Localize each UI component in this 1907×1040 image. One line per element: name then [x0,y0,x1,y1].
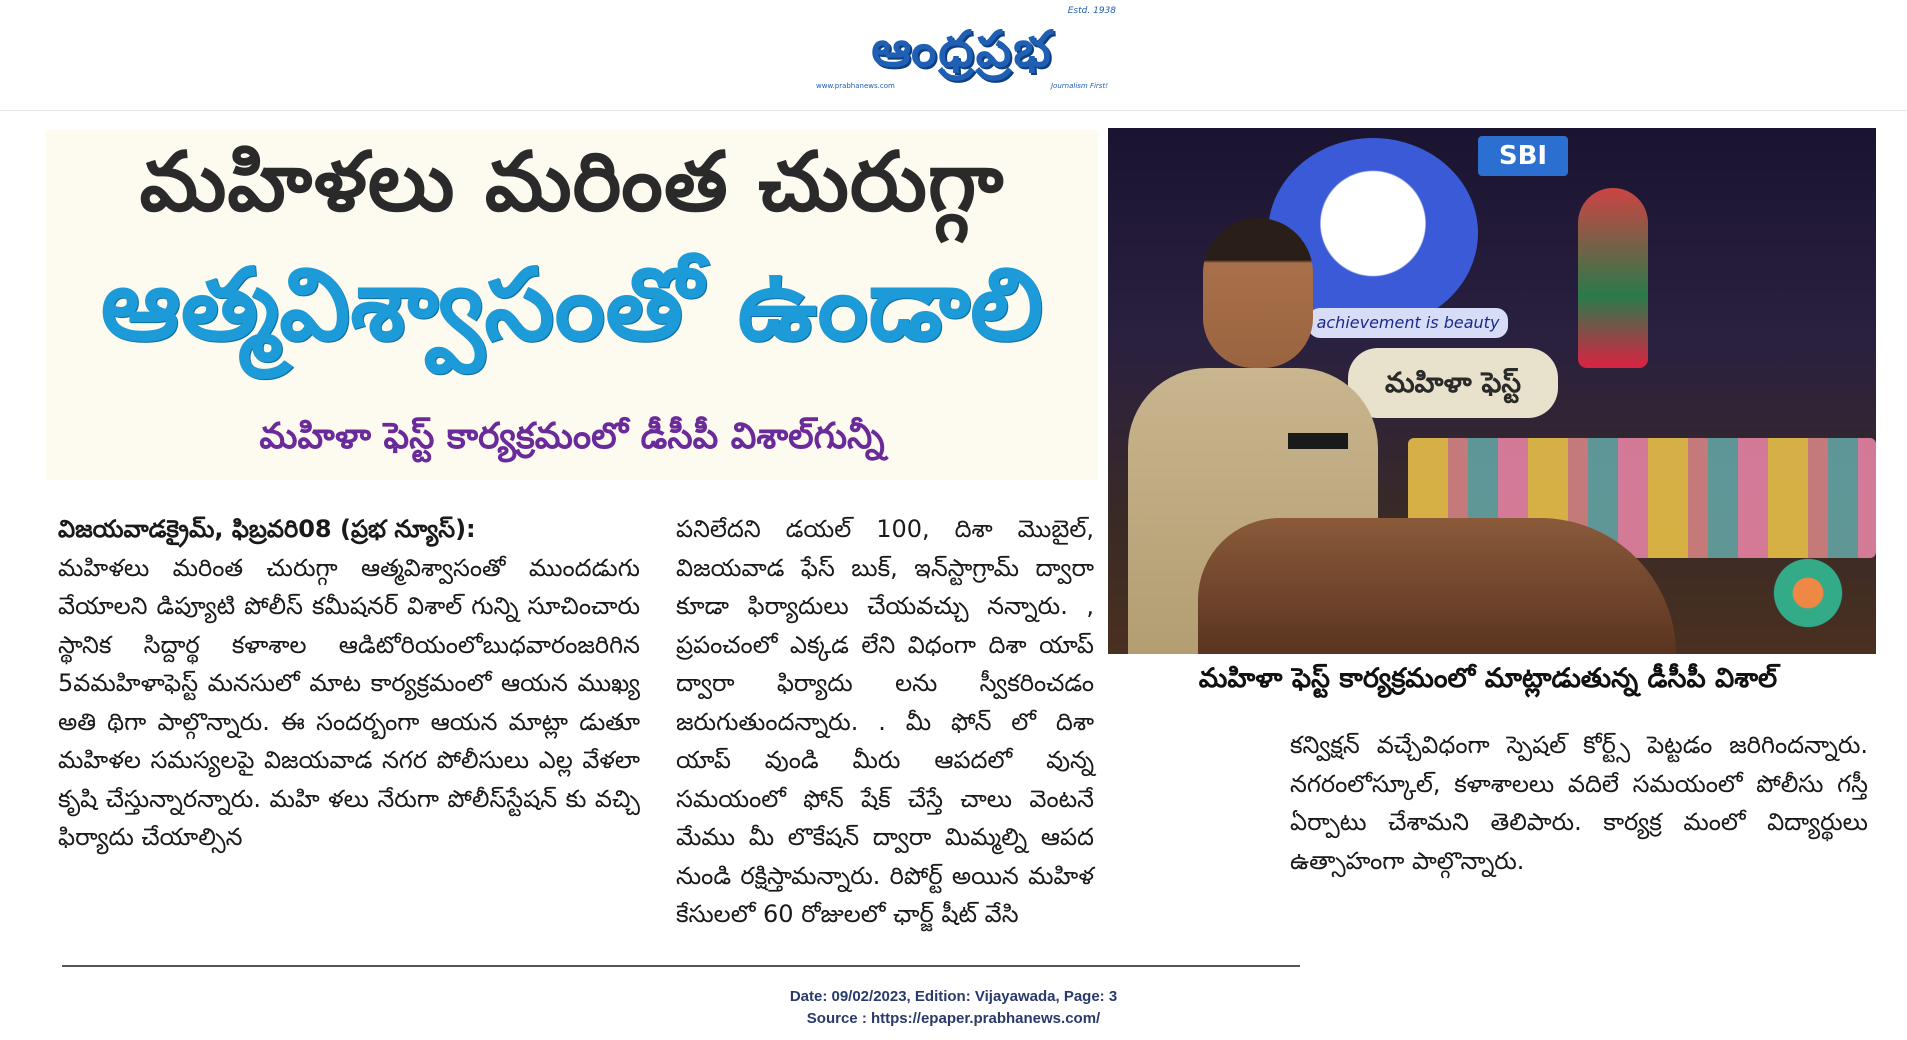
column-1-text: మహిళలు మరింత చురుగ్గా ఆత్మవిశ్వాసంతో ముందడుగు వేయాలని డిప్యూటి పోలీస్ కమీషనర్ విశాల్ గున్ని సూచించారు స్థానిక సిద్దార్థ కళాశాల ఆడిటోరియంలోబుధవారంజరిగిన 5వమహిళాఫెస్ట్ మనసులో మాట కార్యక్రమంలో ఆయన ముఖ్య అతి థిగా పాల్గొన్నారు. ఈ సందర్బంగా ఆయన మాట్లా డుతూ మహిళల సమస్యలపై విజయవాడ నగర పోలీసులు ఎల్ల వేళలా కృషి చేస్తున్నారన్నారు. మహి ళలు నేరుగా పోలీస్‌స్టేషన్‌ కు వచ్చి ఫిర్యాదు చేయాల్సిన [58,553,640,851]
photo-fest-sign: మహిళా ఫెస్ట్ [1348,348,1558,418]
dateline: విజయవాడక్రైమ్, ఫిబ్రవరి08 (ప్రభ న్యూస్): [58,515,476,543]
photo-sbi-logo: SBI [1478,136,1568,176]
logo-tagline: Journalism First! [1050,82,1108,90]
footer [0,986,1907,1030]
photo-caption: మహిళా ఫెస్ట్ కార్యక్రమంలో మాట్లాడుతున్న డీసీపీ విశాల్ [1198,663,1778,694]
photo-dancer [1578,188,1648,368]
prabha-logo[interactable] [812,6,1116,90]
footer-date-line: Date: 09/02/2023, Edition: Vijayawada, Page: 3 [789,988,1118,1005]
article-column-1 [58,510,640,857]
logo-est: Estd. 1938 [1067,6,1116,16]
masthead [0,0,1907,100]
photo-name-badge [1288,433,1348,449]
bottom-divider [62,965,1300,967]
photo-banner-text: achievement is beauty [1308,308,1508,338]
subheadline: మహిళా ఫెస్ట్ కార్యక్రమంలో డీసీపీ విశాల్‌గున్నీ [259,416,885,457]
photo-flowers [1748,548,1868,638]
photo-podium [1198,518,1676,654]
column-3-text: కన్విక్షన్ వచ్చేవిధంగా స్పెషల్ కోర్ట్స్ పెట్టడం జరిగిందన్నారు. నగరంలోస్కూల్, కళాశాలలు వదిలే సమయంలో పోలీసు గస్తీ ఏర్పాటు చేశామని తెలిపారు. కార్యక్ర మంలో విద్యార్థులు ఉత్సాహంగా పాల్గొన్నారు. [1290,731,1868,875]
headline-line2: ఆత్మవిశ్వాసంతో ఉండాలి [100,246,1044,363]
masthead-divider [0,110,1907,111]
headline-panel [46,130,1098,480]
article-column-2 [676,510,1094,934]
article-column-3 [1290,726,1868,880]
column-2-text: పనిలేదని డయల్ 100, దిశా మొబైల్, విజయవాడ ఫేస్ బుక్, ఇన్‌స్టాగ్రామ్ ద్వారా కూడా ఫిర్యాదులు చేయవచ్చు నన్నారు. , ప్రపంచంలో ఎక్కడ లేని విధంగా దిశా యాప్ ద్వారా ఫిర్యాదు లను స్వీకరించడం జరుగుతుందన్నారు. . మీ ఫోన్ లో దిశా యాప్ వుండి మీరు ఆపదలో వున్న సమయంలో ఫోన్ షేక్ చేస్తే చాలు వెంటనే మేము మీ లొకేషన్ ద్వారా మిమ్మల్ని ఆపద నుండి రక్షిస్తామన్నారు. రిపోర్ట్ అయిన మహిళ కేసులలో 60 రోజులలో ఛార్జ్ షీట్ వేసి [676,515,1094,928]
logo-text: ఆంధ్రప్రభ [871,20,1053,78]
footer-source-link[interactable]: Source : https://epaper.prabhanews.com/ [806,1010,1101,1027]
photo-officer-head [1203,218,1313,368]
logo-url: www.prabhanews.com [816,82,895,90]
article-photo [1108,128,1876,654]
headline-line1: మహిళలు మరింత చురుగ్గా [139,135,1005,230]
